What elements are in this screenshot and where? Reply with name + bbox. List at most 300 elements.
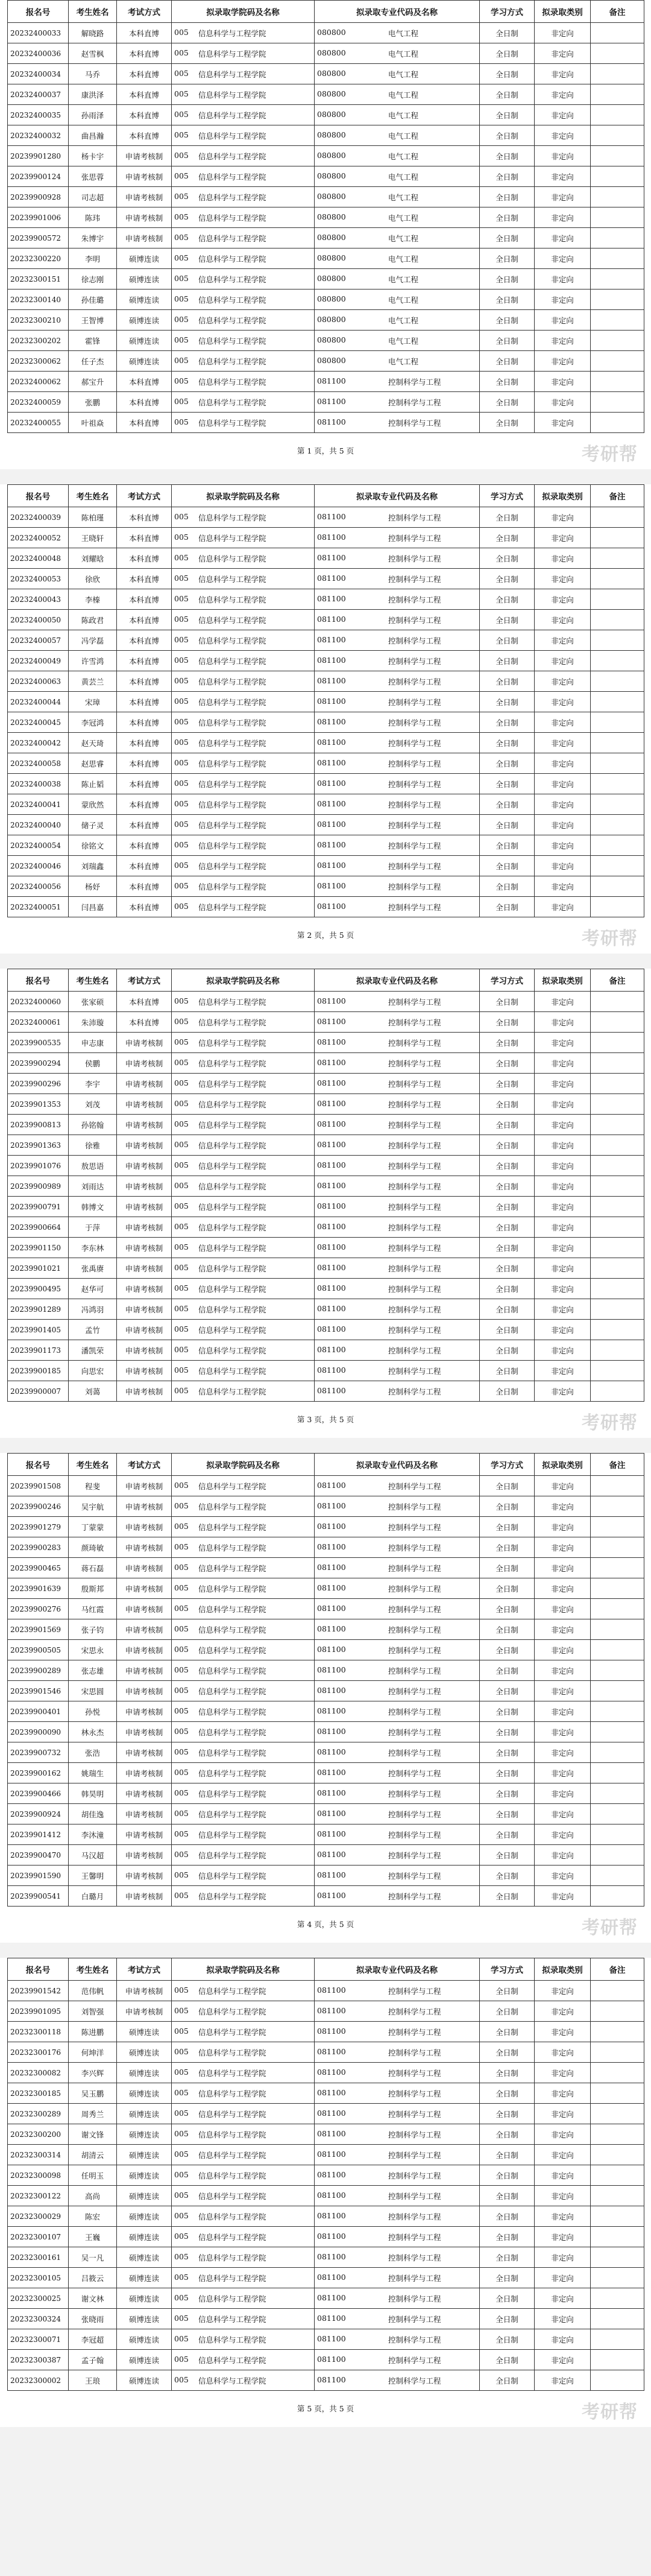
id-text: 20232300387: [10, 2355, 61, 2364]
major-text: 控制科学与工程: [388, 1305, 441, 1314]
major-text: 电气工程: [388, 49, 419, 59]
college-name: 信息科学与工程学院: [198, 718, 266, 727]
mode-text: 全日制: [495, 2314, 518, 2324]
exam-text: 硕博连读: [128, 315, 159, 325]
admission-type-cell: [535, 1886, 591, 1907]
name-text: 侯鹏: [84, 1059, 100, 1068]
type-text: 非定向: [551, 233, 574, 243]
candidate-name-cell: [69, 2227, 117, 2247]
id-text: 20232400052: [10, 533, 61, 542]
exam-method-cell: [117, 1381, 172, 1402]
registration-number-cell: [8, 1783, 69, 1804]
major-code-text: 081100: [317, 2026, 346, 2036]
college-cell: [172, 528, 315, 548]
major-text: 控制科学与工程: [388, 1141, 441, 1150]
name-text: 白璐月: [81, 1891, 104, 1901]
college-name: 信息科学与工程学院: [198, 1141, 266, 1150]
study-mode-cell: [480, 2186, 535, 2206]
candidate-name-cell: [69, 43, 117, 64]
major-text: 控制科学与工程: [388, 1243, 441, 1253]
major-cell: [315, 310, 480, 331]
major-cell: [315, 1340, 480, 1361]
table-row: [8, 2370, 644, 2391]
major-text: 控制科学与工程: [388, 1986, 441, 1996]
registration-number-cell: [8, 774, 69, 794]
college-name: 信息科学与工程学院: [198, 1284, 266, 1294]
major-cell: [315, 228, 480, 248]
type-text: 非定向: [551, 1059, 574, 1068]
mode-text: 全日制: [495, 1789, 518, 1799]
exam-method-cell: [117, 166, 172, 187]
major-code-text: 081100: [317, 2231, 346, 2241]
id-text: 20239900276: [10, 1604, 61, 1613]
study-mode-cell: [480, 1824, 535, 1845]
mode-text: 全日制: [495, 1120, 518, 1130]
id-text: 20232300200: [10, 2130, 61, 2139]
exam-method-cell: [117, 1886, 172, 1907]
remarks-cell: [591, 23, 644, 43]
name-text: 刘智强: [81, 2007, 104, 2016]
type-text: 非定向: [551, 779, 574, 789]
candidate-name-cell: [69, 753, 117, 774]
remarks-cell: [591, 2124, 644, 2145]
college-name: 信息科学与工程学院: [198, 800, 266, 809]
major-cell: [315, 248, 480, 269]
college-name: 信息科学与工程学院: [198, 1830, 266, 1840]
major-text: 控制科学与工程: [388, 820, 441, 830]
major-text: 控制科学与工程: [388, 533, 441, 543]
exam-text: 申请考核制: [125, 1387, 163, 1396]
name-text: 徐铭文: [81, 841, 104, 850]
header-major: 拟录取专业代码及名称: [315, 969, 480, 992]
registration-number-cell: [8, 1176, 69, 1197]
study-mode-cell: [480, 2350, 535, 2370]
major-text: 控制科学与工程: [388, 1161, 441, 1171]
table-row: [8, 2350, 644, 2370]
exam-method-cell: [117, 84, 172, 105]
study-mode-cell: [480, 1701, 535, 1722]
id-text: 20232300140: [10, 295, 61, 304]
major-cell: [315, 1763, 480, 1783]
candidate-name-cell: [69, 248, 117, 269]
mode-text: 全日制: [495, 254, 518, 264]
id-text: 20239901173: [10, 1346, 61, 1355]
college-code: 005: [174, 996, 189, 1005]
exam-text: 申请考核制: [125, 1604, 163, 1614]
remarks-cell: [591, 2350, 644, 2370]
table-row: [8, 1238, 644, 1258]
type-text: 非定向: [551, 274, 574, 284]
college-cell: [172, 2165, 315, 2186]
major-text: 控制科学与工程: [388, 1830, 441, 1840]
study-mode-cell: [480, 1742, 535, 1763]
major-code-text: 081100: [317, 1501, 346, 1510]
id-text: 20239901508: [10, 1481, 61, 1490]
major-text: 控制科学与工程: [388, 1789, 441, 1799]
candidate-name-cell: [69, 1381, 117, 1402]
id-text: 20232300118: [10, 2027, 61, 2036]
major-text: 控制科学与工程: [388, 574, 441, 584]
exam-method-cell: [117, 2186, 172, 2206]
major-text: 控制科学与工程: [388, 697, 441, 707]
exam-method-cell: [117, 331, 172, 351]
table-row: [8, 413, 644, 433]
mode-text: 全日制: [495, 2212, 518, 2221]
college-code: 005: [174, 511, 189, 521]
exam-text: 申请考核制: [125, 1543, 163, 1552]
major-code-text: 081100: [317, 2210, 346, 2220]
type-text: 非定向: [551, 1543, 574, 1552]
admission-type-cell: [535, 1824, 591, 1845]
remarks-cell: [591, 2227, 644, 2247]
college-name: 信息科学与工程学院: [198, 1161, 266, 1171]
college-name: 信息科学与工程学院: [198, 2068, 266, 2078]
admission-type-cell: [535, 1320, 591, 1340]
table-header-row: [8, 1, 644, 23]
major-text: 控制科学与工程: [388, 1120, 441, 1130]
major-code-text: 081100: [317, 417, 346, 426]
name-text: 陈进鹏: [81, 2027, 104, 2037]
admission-type-cell: [535, 856, 591, 876]
candidate-name-cell: [69, 712, 117, 733]
table-row: [8, 1599, 644, 1619]
college-code: 005: [174, 1057, 189, 1067]
registration-number-cell: [8, 1217, 69, 1238]
admission-type-cell: [535, 1074, 591, 1094]
id-text: 20239900185: [10, 1366, 61, 1375]
college-cell: [172, 548, 315, 569]
page-footer: 第 3 页，共 5 页: [297, 1415, 354, 1424]
exam-method-cell: [117, 2309, 172, 2329]
mode-text: 全日制: [495, 1264, 518, 1273]
college-name: 信息科学与工程学院: [198, 336, 266, 346]
major-code-text: 081100: [317, 2252, 346, 2261]
college-cell: [172, 794, 315, 815]
candidate-name-cell: [69, 610, 117, 630]
college-name: 信息科学与工程学院: [198, 151, 266, 161]
candidate-name-cell: [69, 166, 117, 187]
name-text: 徐欣: [84, 574, 100, 584]
study-mode-cell: [480, 589, 535, 610]
candidate-name-cell: [69, 1845, 117, 1866]
study-mode-cell: [480, 548, 535, 569]
mode-text: 全日制: [495, 554, 518, 563]
mode-text: 全日制: [495, 2027, 518, 2037]
admission-type-cell: [535, 2247, 591, 2268]
candidate-name-cell: [69, 1722, 117, 1742]
type-text: 非定向: [551, 1891, 574, 1901]
major-code-text: 081100: [317, 1098, 346, 1108]
exam-method-cell: [117, 187, 172, 207]
registration-number-cell: [8, 753, 69, 774]
type-text: 非定向: [551, 1809, 574, 1819]
study-mode-cell: [480, 228, 535, 248]
study-mode-cell: [480, 692, 535, 712]
type-text: 非定向: [551, 2294, 574, 2303]
exam-method-cell: [117, 2063, 172, 2083]
remarks-cell: [591, 1258, 644, 1279]
exam-method-cell: [117, 589, 172, 610]
college-cell: [172, 2145, 315, 2165]
registration-number-cell: [8, 610, 69, 630]
college-name: 信息科学与工程学院: [198, 1305, 266, 1314]
watermark-logo: 考研帮: [582, 2402, 638, 2423]
header-admission-type: 拟录取类别: [535, 1454, 591, 1476]
admission-type-cell: [535, 2001, 591, 2022]
exam-method-cell: [117, 733, 172, 753]
major-text: 控制科学与工程: [388, 2355, 441, 2365]
exam-method-cell: [117, 1053, 172, 1074]
exam-method-cell: [117, 1681, 172, 1701]
name-text: 李冠鸿: [81, 718, 104, 727]
type-text: 非定向: [551, 1502, 574, 1511]
mode-text: 全日制: [495, 274, 518, 284]
college-code: 005: [174, 376, 189, 385]
exam-method-cell: [117, 1558, 172, 1578]
candidate-name-cell: [69, 1701, 117, 1722]
college-name: 信息科学与工程学院: [198, 172, 266, 182]
major-code-text: 081100: [317, 1262, 346, 1272]
candidate-name-cell: [69, 1660, 117, 1681]
college-name: 信息科学与工程学院: [198, 2355, 266, 2365]
college-code: 005: [174, 273, 189, 283]
id-text: 20239901363: [10, 1141, 61, 1150]
major-text: 控制科学与工程: [388, 2212, 441, 2221]
candidate-name-cell: [69, 1824, 117, 1845]
major-text: 控制科学与工程: [388, 1059, 441, 1068]
major-text: 控制科学与工程: [388, 1502, 441, 1511]
exam-method-cell: [117, 610, 172, 630]
mode-text: 全日制: [495, 1871, 518, 1881]
major-text: 控制科学与工程: [388, 2109, 441, 2119]
name-text: 吕筱云: [81, 2273, 104, 2283]
registration-number-cell: [8, 1681, 69, 1701]
type-text: 非定向: [551, 1284, 574, 1294]
college-code: 005: [174, 1324, 189, 1334]
header-exam-method: 考试方式: [117, 969, 172, 992]
name-text: 丁蒙蒙: [81, 1522, 104, 1532]
type-text: 非定向: [551, 2171, 574, 2180]
admission-type-cell: [535, 1640, 591, 1660]
name-text: 周秀兰: [81, 2109, 104, 2119]
header-remarks: 备注: [591, 1454, 644, 1476]
remarks-cell: [591, 2042, 644, 2063]
major-code-text: 081100: [317, 614, 346, 624]
college-code: 005: [174, 1242, 189, 1252]
name-text: 陈宏: [84, 2212, 100, 2221]
type-text: 非定向: [551, 1604, 574, 1614]
major-text: 控制科学与工程: [388, 1768, 441, 1778]
exam-text: 申请考核制: [125, 1038, 163, 1048]
study-mode-cell: [480, 2370, 535, 2391]
exam-method-cell: [117, 712, 172, 733]
id-text: 20239900401: [10, 1707, 61, 1716]
exam-method-cell: [117, 2001, 172, 2022]
type-text: 非定向: [551, 759, 574, 768]
mode-text: 全日制: [495, 1100, 518, 1109]
exam-text: 申请考核制: [125, 213, 163, 223]
major-cell: [315, 835, 480, 856]
registration-number-cell: [8, 671, 69, 692]
remarks-cell: [591, 815, 644, 835]
mode-text: 全日制: [495, 192, 518, 202]
remarks-cell: [591, 2063, 644, 2083]
page-footer: 第 2 页，共 5 页: [297, 931, 354, 940]
study-mode-cell: [480, 1361, 535, 1381]
candidate-name-cell: [69, 1053, 117, 1074]
registration-number-cell: [8, 1558, 69, 1578]
watermark-logo: 考研帮: [582, 1917, 638, 1938]
college-code: 005: [174, 2067, 189, 2077]
major-cell: [315, 1981, 480, 2001]
type-text: 非定向: [551, 1264, 574, 1273]
table-row: [8, 187, 644, 207]
header-study-mode: 学习方式: [480, 1454, 535, 1476]
name-text: 宋思永: [81, 1645, 104, 1655]
college-cell: [172, 569, 315, 589]
exam-method-cell: [117, 2124, 172, 2145]
major-text: 控制科学与工程: [388, 2089, 441, 2098]
major-code-text: 081100: [317, 1624, 346, 1633]
college-code: 005: [174, 799, 189, 808]
type-text: 非定向: [551, 1830, 574, 1840]
remarks-cell: [591, 207, 644, 228]
id-text: 20232400048: [10, 554, 61, 563]
exam-text: 申请考核制: [125, 1686, 163, 1696]
admission-type-cell: [535, 166, 591, 187]
table-row: [8, 1381, 644, 1402]
college-cell: [172, 1258, 315, 1279]
registration-number-cell: [8, 372, 69, 392]
major-text: 控制科学与工程: [388, 2048, 441, 2057]
id-text: 20232300082: [10, 2068, 61, 2077]
candidate-name-cell: [69, 1197, 117, 1217]
major-cell: [315, 1517, 480, 1537]
college-cell: [172, 2022, 315, 2042]
header-major: 拟录取专业代码及名称: [315, 1454, 480, 1476]
mode-text: 全日制: [495, 1768, 518, 1778]
mode-text: 全日制: [495, 2355, 518, 2365]
registration-number-cell: [8, 733, 69, 753]
id-text: 20239900246: [10, 1502, 61, 1511]
college-name: 信息科学与工程学院: [198, 2335, 266, 2344]
name-text: 解晓路: [81, 28, 104, 38]
study-mode-cell: [480, 1012, 535, 1033]
major-text: 控制科学与工程: [388, 1871, 441, 1881]
admission-type-cell: [535, 125, 591, 146]
candidate-name-cell: [69, 692, 117, 712]
exam-text: 本科直博: [128, 533, 159, 543]
registration-number-cell: [8, 228, 69, 248]
type-text: 非定向: [551, 151, 574, 161]
id-text: 20239901150: [10, 1243, 61, 1252]
name-text: 赵天琦: [81, 738, 104, 748]
table-row: [8, 1156, 644, 1176]
college-code: 005: [174, 130, 189, 139]
header-remarks: 备注: [591, 969, 644, 992]
registration-number-cell: [8, 1381, 69, 1402]
id-text: 20239900928: [10, 192, 61, 201]
study-mode-cell: [480, 372, 535, 392]
study-mode-cell: [480, 1599, 535, 1619]
major-text: 控制科学与工程: [388, 2253, 441, 2262]
table-row: [8, 569, 644, 589]
type-text: 非定向: [551, 1789, 574, 1799]
table-row: [8, 1763, 644, 1783]
remarks-cell: [591, 1197, 644, 1217]
college-name: 信息科学与工程学院: [198, 595, 266, 604]
college-code: 005: [174, 2293, 189, 2302]
major-text: 控制科学与工程: [388, 882, 441, 891]
type-text: 非定向: [551, 1871, 574, 1881]
type-text: 非定向: [551, 131, 574, 141]
major-text: 控制科学与工程: [388, 615, 441, 625]
study-mode-cell: [480, 392, 535, 413]
type-text: 非定向: [551, 1100, 574, 1109]
college-name: 信息科学与工程学院: [198, 533, 266, 543]
candidate-name-cell: [69, 589, 117, 610]
admission-type-cell: [535, 1115, 591, 1135]
registration-number-cell: [8, 1845, 69, 1866]
remarks-cell: [591, 1012, 644, 1033]
exam-text: 申请考核制: [125, 1305, 163, 1314]
mode-text: 全日制: [495, 2048, 518, 2057]
registration-number-cell: [8, 2063, 69, 2083]
name-text: 何坤洋: [81, 2048, 104, 2057]
college-code: 005: [174, 676, 189, 685]
registration-number-cell: [8, 712, 69, 733]
admission-type-cell: [535, 1619, 591, 1640]
college-name: 信息科学与工程学院: [198, 636, 266, 645]
table-row: [8, 2145, 644, 2165]
registration-number-cell: [8, 2227, 69, 2247]
type-text: 非定向: [551, 533, 574, 543]
registration-number-cell: [8, 2309, 69, 2329]
type-text: 非定向: [551, 1986, 574, 1996]
type-text: 非定向: [551, 1202, 574, 1212]
exam-text: 本科直博: [128, 656, 159, 666]
id-text: 20239900505: [10, 1645, 61, 1654]
major-text: 控制科学与工程: [388, 1686, 441, 1696]
table-row: [8, 84, 644, 105]
admission-type-cell: [535, 1258, 591, 1279]
type-text: 非定向: [551, 254, 574, 264]
registration-number-cell: [8, 187, 69, 207]
admission-type-cell: [535, 1866, 591, 1886]
exam-method-cell: [117, 392, 172, 413]
study-mode-cell: [480, 2227, 535, 2247]
table-row: [8, 876, 644, 897]
major-text: 控制科学与工程: [388, 1707, 441, 1717]
mode-text: 全日制: [495, 1891, 518, 1901]
study-mode-cell: [480, 187, 535, 207]
table-row: [8, 1279, 644, 1299]
remarks-cell: [591, 1578, 644, 1599]
study-mode-cell: [480, 1619, 535, 1640]
mode-text: 全日制: [495, 1243, 518, 1253]
table-row: [8, 856, 644, 876]
mode-text: 全日制: [495, 636, 518, 645]
admission-type-cell: [535, 1340, 591, 1361]
id-text: 20232300289: [10, 2109, 61, 2118]
college-name: 信息科学与工程学院: [198, 1522, 266, 1532]
major-code-text: 081100: [317, 1242, 346, 1252]
mode-text: 全日制: [495, 1850, 518, 1860]
name-text: 胡佳逸: [81, 1809, 104, 1819]
type-text: 非定向: [551, 656, 574, 666]
college-cell: [172, 1640, 315, 1660]
id-text: 20232400050: [10, 615, 61, 624]
